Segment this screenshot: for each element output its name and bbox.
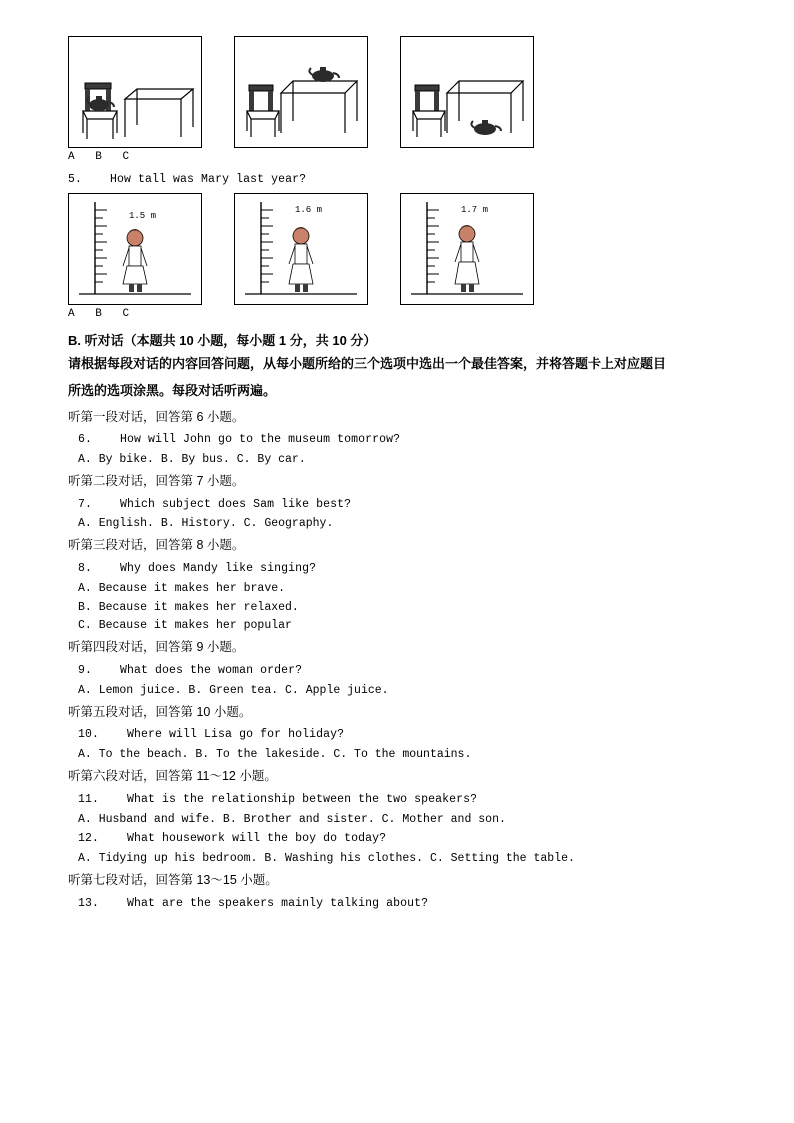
q5-height-c: 1.7 m: [461, 204, 489, 215]
question11-number: 11.: [78, 792, 100, 806]
question8-option-c: C. Because it makes her popular: [78, 619, 292, 633]
lead-in-7: 听第七段对话，回答第 13～15 小题。: [68, 873, 278, 887]
question10-stem: [68, 726, 728, 744]
question7-text: Which subject does Sam like best?: [120, 497, 352, 511]
question5-text: How tall was Mary last year?: [110, 173, 307, 186]
question6-text: How will John go to the museum tomorrow?: [120, 433, 401, 447]
question11-text: What is the relationship between the two speakers?: [127, 792, 478, 806]
question10-text: Where will Lisa go for holiday?: [127, 728, 345, 742]
question4-option-a-image: [68, 36, 202, 148]
question11-options: A. Husband and wife. B. Brother and sister. C. Mother and son.: [78, 812, 506, 826]
question4-image-row: [68, 36, 728, 148]
question9-text: What does the woman order?: [120, 664, 303, 677]
question4-option-c-image: [400, 36, 534, 148]
question4-option-b-image: [234, 36, 368, 148]
q5-height-a: 1.5 m: [129, 210, 157, 221]
question5-number: 5.: [68, 173, 83, 186]
question5-option-b-image: [234, 193, 368, 305]
q5-label-a: [68, 308, 200, 320]
question10-options: A. To the beach. B. To the lakeside. C. To the mountains.: [78, 748, 472, 762]
question5-option-c-image: [400, 193, 534, 305]
question8-option-b: B. Because it makes her relaxed.: [78, 600, 299, 614]
section-b-instruction-line1: 请根据每段对话的内容回答问题，从每小题所给的三个选项中选出一个最佳答案，并将答题卡上对应题目: [68, 355, 667, 371]
lead-in-6: 听第六段对话，回答第 11～12 小题。: [68, 769, 277, 783]
question7-options: A. English. B. History. C. Geography.: [78, 517, 334, 531]
question8-option-a: A. Because it makes her brave.: [78, 581, 286, 595]
question8-stem: [68, 560, 728, 578]
question9-number: 9.: [78, 664, 93, 677]
q5-b: B: [95, 307, 102, 320]
question7-stem: [68, 496, 728, 514]
q4-label-a: [68, 151, 200, 163]
question5-image-row: [68, 193, 728, 305]
lead-in-3: 听第三段对话，回答第 8 小题。: [68, 538, 245, 553]
question9-stem: [68, 662, 728, 680]
question6-number: 6.: [78, 433, 93, 447]
q5-a: A: [68, 307, 75, 320]
question10-number: 10.: [78, 728, 100, 742]
question5-option-labels: [68, 308, 728, 320]
question12-options: A. Tidying up his bedroom. B. Washing his clothes. C. Setting the table.: [78, 852, 575, 866]
question12-number: 12.: [78, 832, 100, 846]
question4-option-labels: [68, 151, 728, 163]
question11-stem: [68, 791, 728, 809]
section-b-instruction-line2: 所选的选项涂黑。每段对话听两遍。: [68, 383, 277, 399]
question8-number: 8.: [78, 562, 93, 575]
lead-in-4: 听第四段对话，回答第 9 小题。: [68, 640, 245, 655]
question12-text: What housework will the boy do today?: [127, 832, 387, 846]
lead-in-1: 听第一段对话，回答第 6 小题。: [68, 409, 245, 424]
question13-stem: [68, 895, 728, 913]
q5-c: C: [122, 307, 130, 320]
question5-option-a-image: [68, 193, 202, 305]
question5-stem: [68, 171, 728, 189]
exam-page: [68, 36, 728, 915]
question13-number: 13.: [78, 896, 100, 910]
question9-options: A. Lemon juice. B. Green tea. C. Apple juice.: [78, 683, 389, 697]
lead-in-5: 听第五段对话，回答第 10 小题。: [68, 704, 252, 719]
q4-b: B: [95, 151, 102, 163]
q5-height-b: 1.6 m: [295, 204, 323, 215]
question12-stem: [68, 830, 728, 848]
q4-c: C: [122, 151, 130, 163]
question6-stem: [68, 431, 728, 449]
question6-options: A. By bike. B. By bus. C. By car.: [78, 453, 306, 467]
question13-text: What are the speakers mainly talking about?: [127, 896, 429, 910]
q4-a: A: [68, 151, 75, 163]
lead-in-2: 听第二段对话，回答第 7 小题。: [68, 473, 245, 488]
question8-text: Why does Mandy like singing?: [120, 562, 317, 575]
question7-number: 7.: [78, 497, 93, 511]
section-b-title: B. 听对话（本题共 10 小题，每小题 1 分，共 10 分）: [68, 332, 377, 348]
